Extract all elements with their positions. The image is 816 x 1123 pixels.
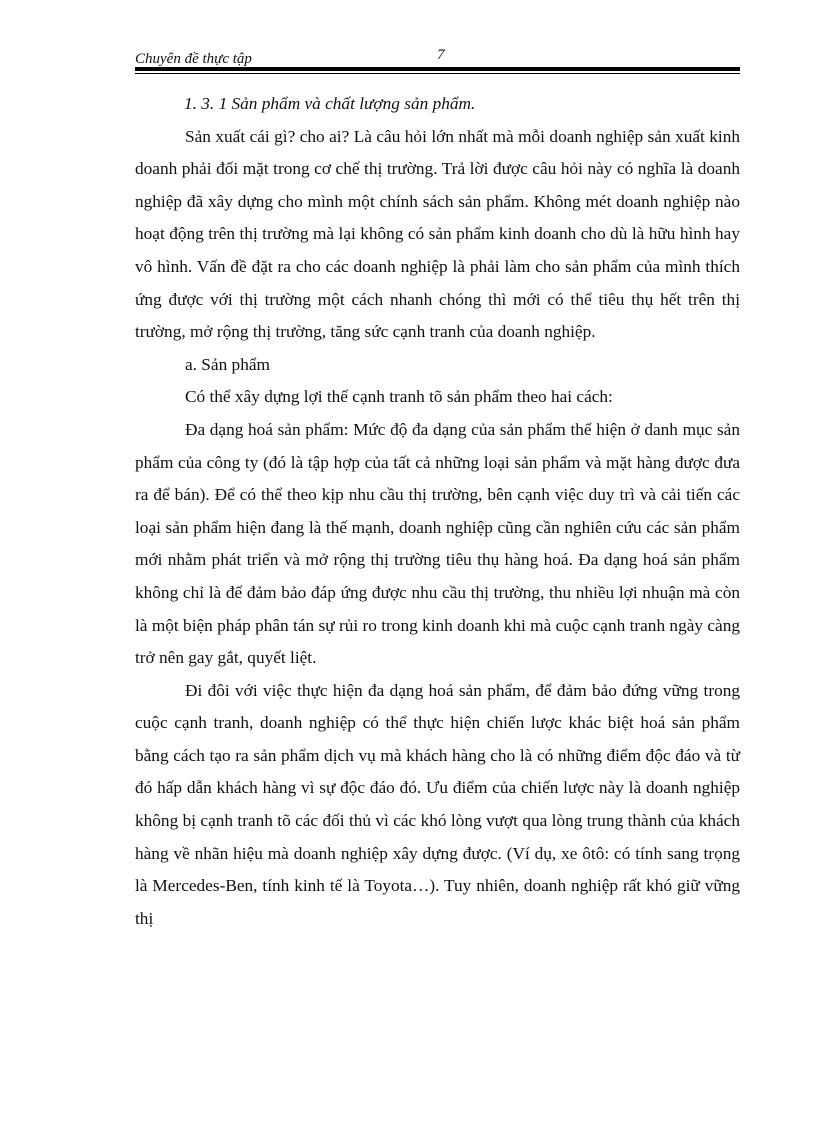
paragraph-two-ways: Có thể xây dựng lợi thế cạnh tranh tõ sản phẩm theo hai cách: xyxy=(185,387,613,407)
header-rule-thick xyxy=(135,67,740,71)
header-rule-thin xyxy=(135,73,740,74)
section-heading: 1. 3. 1 Sản phẩm và chất lượng sản phẩm. xyxy=(184,94,476,113)
header-title: Chuyên đề thực tập xyxy=(135,51,252,67)
subheading-san-pham: a. Sản phẩm xyxy=(185,354,270,374)
paragraph-diversification: Đa dạng hoá sản phẩm: Mức độ đa dạng của sản phẩm thể hiện ở danh mục sản phẩm của công ty (đó là tập hợp của tất cả những loại sản phẩm và mặt hàng được đưa ra để bán). Để có thể theo kịp nhu cầu thị trường, bên cạnh việc duy trì và cải tiến các loại sản phẩm hiện đang là thế mạnh, doanh nghiệp cũng cần nghiên cứu các sản phẩm mới nhằm phát triển và mở rộng thị trường tiêu thụ hàng hoá. Đa dạng hoá sản phẩm không chỉ là để đảm bảo đáp ứng được nhu cầu thị trường, thu nhiều lợi nhuận mà còn là một biện pháp phân tán sự rủi ro trong kinh doanh khi mà cuộc cạnh tranh ngày càng trở nên gay gắt, quyết liệt. xyxy=(135,419,740,668)
paragraph-intro: Sản xuất cái gì? cho ai? Là câu hỏi lớn nhất mà mỗi doanh nghiệp sản xuất kinh doanh phải đối mặt trong cơ chế thị trường. Trả lời được câu hỏi này có nghĩa là doanh nghiệp đã xây dựng cho mình một chính sách sản phẩm. Không mét doanh nghiệp nào hoạt động trên thị trường mà lại không có sản phẩm kinh doanh cho dù là hữu hình hay vô hình. Vấn đề đặt ra cho các doanh nghiệp là phải làm cho sản phẩm của mình thích ứng được với thị trường một cách nhanh chóng thì mới có thể tiêu thụ hết trên thị trường, mở rộng thị trường, tăng sức cạnh tranh của doanh nghiệp. xyxy=(135,126,740,342)
paragraph-differentiation: Đi đôi với việc thực hiện đa dạng hoá sản phẩm, để đảm bảo đứng vững trong cuộc cạnh tranh, doanh nghiệp có thể thực hiện chiến lược khác biệt hoá sản phẩm bằng cách tạo ra sản phẩm dịch vụ mà khách hàng cho là có những điểm độc đáo và từ đó hấp dẫn khách hàng vì sự độc đáo đó. Ưu điểm của chiến lược này là doanh nghiệp không bị cạnh tranh tõ các đối thủ vì các khó lòng vượt qua lòng trung thành của khách hàng về nhãn hiệu mà doanh nghiệp xây dựng được. (Ví dụ, xe ôtô: có tính sang trọng là Mercedes-Ben, tính kinh tế là Toyota…). Tuy nhiên, doanh nghiệp rất khó giữ vững thị xyxy=(135,680,740,928)
document-body xyxy=(135,88,740,935)
page-number: 7 xyxy=(437,47,445,63)
